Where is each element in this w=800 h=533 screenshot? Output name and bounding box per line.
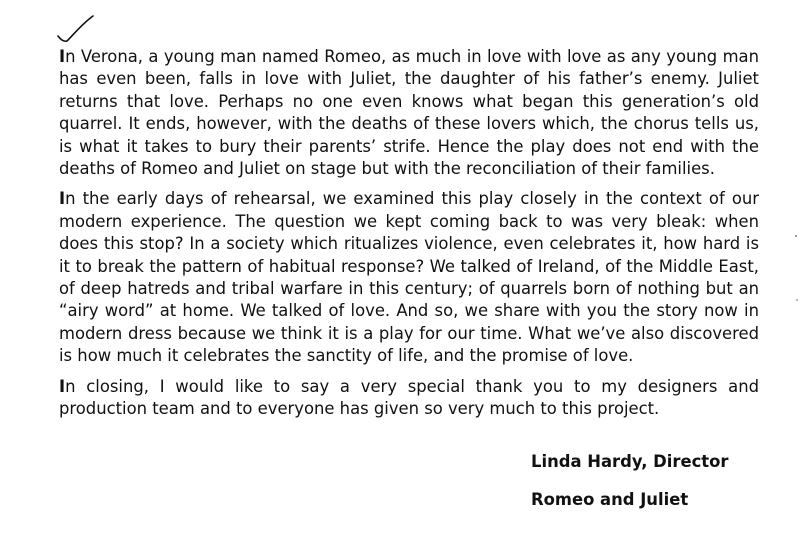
signature-production-title: Romeo and Juliet: [531, 490, 689, 509]
signature-block: [531, 451, 729, 527]
director-note-body: [59, 46, 759, 429]
paragraph-intro: [59, 46, 759, 180]
paragraph-initial: I: [59, 376, 66, 396]
paragraph-initial: I: [59, 47, 66, 66]
signature-name: Linda Hardy, Director: [531, 452, 729, 471]
paragraph-closing: [59, 376, 759, 421]
paragraph-text: n the early days of rehearsal, we examined this play closely in the context of our modern experience. The question we kept coming back to was very bleak: when does this stop? In a society which ritualizes violence, even celebrates it, how hard is it to break the pattern of habitual response? We talked of Ireland, of the Middle East, of deep hatreds and tribal warfare in this century; of quarrels born of nothing but an “airy word” at home. We talked of love. And so, we share with you the story now in modern dress because we think it is a play for our time. What we’ve also discovered is how much it celebrates the sanctity of life, and the promise of love.: [59, 189, 759, 366]
paragraph-text: n Verona, a young man named Romeo, as much in love with love as any young man has even been, falls in love with Juliet, the daughter of his father’s enemy. Juliet returns that love. Perhaps no one even knows what began this generation’s old quarrel. It ends, however, with the deaths of these lovers which, the chorus tells us, is what it takes to bury their parents’ strife. Hence the play does not end with the deaths of Romeo and Juliet on stage but with the reconciliation of their families.: [59, 47, 759, 179]
paragraph-rehearsal: [59, 188, 759, 367]
paragraph-text: n closing, I would like to say a very special thank you to my designers and production team and to everyone has given so very much to this project.: [59, 376, 759, 419]
paragraph-initial: I: [59, 189, 66, 209]
scan-specks-decoration: [790, 0, 800, 533]
checkmark-pen-stroke-icon: [56, 14, 96, 48]
